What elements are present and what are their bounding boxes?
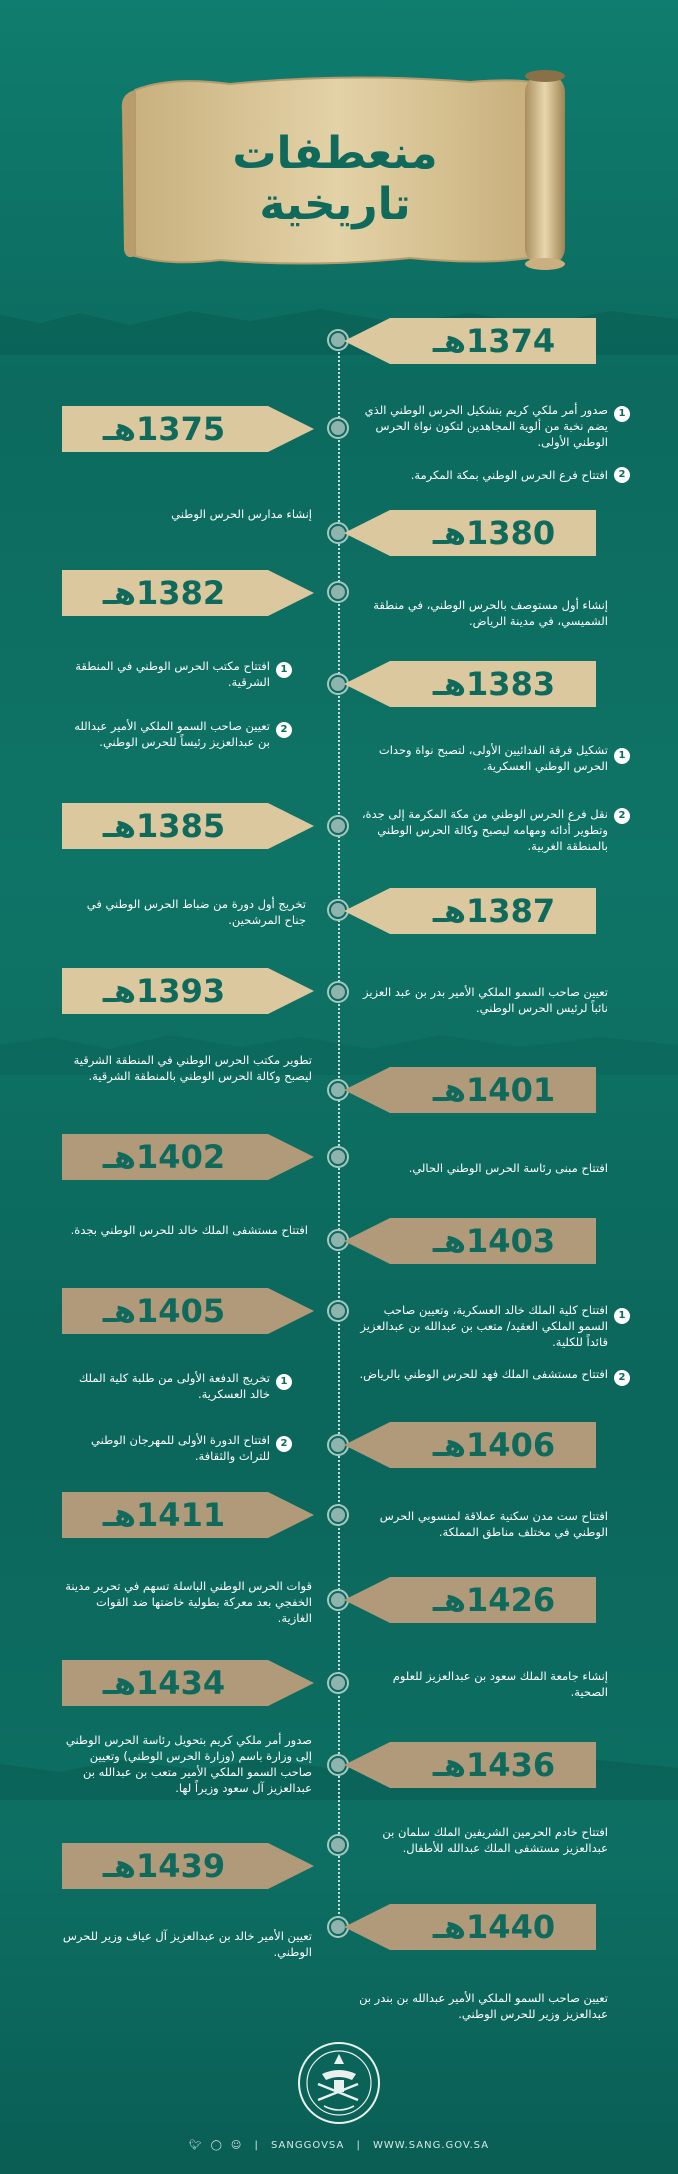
year-banner (344, 1067, 596, 1113)
event-text: افتتاح مستشفى الملك خالد للحرس الوطني بجدة. (70, 1223, 308, 1237)
event-text: افتتاح كلية الملك خالد العسكرية، وتعيين صاحب السمو الملكي العقيد/ متعب بن عبدالله بن عبدالعزيز قائداً للكلية. (360, 1303, 608, 1349)
event-text: تشكيل فرقة الفدائيين الأولى، لتصبح نواة وحدات الحرس الوطني العسكرية. (378, 743, 608, 773)
website-link[interactable]: WWW.SANG.GOV.SA (373, 2140, 490, 2151)
year-label: 1382هـ (102, 574, 226, 612)
year-banner (62, 1134, 314, 1180)
event-text: تعيين الأمير خالد بن عبدالعزيز آل عياف وزير للحرس الوطني. (62, 1929, 312, 1959)
social-handle: SANGGOVSA (271, 2140, 345, 2151)
event-number-badge: 1 (276, 1374, 292, 1390)
year-banner (62, 1492, 314, 1538)
year-label: 1401هـ (432, 1071, 556, 1109)
instagram-icon[interactable]: ◯ (210, 2140, 223, 2151)
year-banner (62, 570, 314, 616)
year-banner (62, 968, 314, 1014)
event-text: افتتاح مستشفى الملك فهد للحرس الوطني بالرياض. (359, 1367, 608, 1381)
year-banner (62, 1660, 314, 1706)
footer: 🐦︎ ◯ ☺ | SANGGOVSA | WWW.SANG.GOV.SA (188, 2140, 490, 2151)
year-label: 1385هـ (102, 807, 226, 845)
event-number-badge: 2 (276, 1436, 292, 1452)
year-banner (344, 1577, 596, 1623)
event-text: إنشاء أول مستوصف بالحرس الوطني، في منطقة الشميسي، في مدينة الرياض. (373, 598, 608, 628)
event-text: تعيين صاحب السمو الملكي الأمير عبدالله بن بندر بن عبدالعزيز وزير للحرس الوطني. (359, 1991, 608, 2021)
timeline-dot (329, 983, 347, 1001)
year-banner (344, 1904, 596, 1950)
year-banner (344, 510, 596, 556)
timeline-dot (329, 1148, 347, 1166)
event-text: قوات الحرس الوطني الباسلة تسهم في تحرير مدينة الخفجي بعد معركة بطولية خاضتها ضد القوات الغازية. (65, 1579, 312, 1625)
event-text: افتتاح ست مدن سكنية عملاقة لمنسوبي الحرس الوطني في مختلف مناطق المملكة. (379, 1509, 608, 1539)
year-banner (344, 1422, 596, 1468)
national-guard-emblem (296, 2040, 382, 2126)
year-label: 1393هـ (102, 972, 226, 1010)
event-text: افتتاح الدورة الأولى للمهرجان الوطني للتراث والثقافة. (91, 1433, 270, 1463)
year-label: 1405هـ (102, 1292, 226, 1330)
timeline-dot (329, 583, 347, 601)
year-label: 1375هـ (102, 410, 226, 448)
timeline-dot (329, 419, 347, 437)
year-label: 1383هـ (432, 665, 556, 703)
year-banner (344, 661, 596, 707)
year-label: 1374هـ (432, 322, 556, 360)
year-banner (62, 803, 314, 849)
year-banner (344, 318, 596, 364)
event-text: تطوير مكتب الحرس الوطني في المنطقة الشرقية ليصبح وكالة الحرس الوطني بالمنطقة الشرقية. (73, 1053, 312, 1083)
year-banner (344, 888, 596, 934)
event-number-badge: 1 (614, 1308, 630, 1324)
event-number-badge: 1 (276, 662, 292, 678)
year-banner (344, 1218, 596, 1264)
event-text: افتتاح فرع الحرس الوطني بمكة المكرمة. (410, 468, 608, 482)
event-text: نقل فرع الحرس الوطني من مكة المكرمة إلى جدة، وتطوير أدائه ومهامه ليصبح وكالة الحرس الوطني بالمنطقة الغربية. (361, 807, 608, 853)
year-label: 1436هـ (432, 1746, 556, 1784)
year-banner (344, 1742, 596, 1788)
event-text: تعيين صاحب السمو الملكي الأمير عبدالله بن عبدالعزيز رئيساً للحرس الوطني. (74, 719, 270, 749)
event-text: افتتاح مبنى رئاسة الحرس الوطني الحالي. (408, 1161, 608, 1175)
event-number-badge: 1 (614, 748, 630, 764)
page-title: منعطفات تاريخية (232, 128, 438, 230)
timeline-dot (329, 1506, 347, 1524)
year-label: 1434هـ (102, 1664, 226, 1702)
timeline-dot (329, 1302, 347, 1320)
event-text: تخريج أول دورة من ضباط الحرس الوطني في جناح المرشحين. (86, 897, 306, 927)
year-label: 1440هـ (432, 1908, 556, 1946)
year-label: 1402هـ (102, 1138, 226, 1176)
year-banner (62, 1843, 314, 1889)
event-text: افتتاح خادم الحرمين الشريفين الملك سلمان بن عبدالعزيز مستشفى الملك عبدالله للأطفال. (382, 1825, 608, 1855)
event-number-badge: 1 (614, 406, 630, 422)
event-number-badge: 2 (614, 808, 630, 824)
year-label: 1439هـ (102, 1847, 226, 1885)
event-text: إنشاء مدارس الحرس الوطني (171, 507, 312, 521)
year-label: 1411هـ (102, 1496, 226, 1534)
event-text: صدور أمر ملكي كريم بتحويل رئاسة الحرس الوطني إلى وزارة باسم (وزارة الحرس الوطني) وتعيين صاحب السمو الملكي الأمير متعب بن عبدالله بن عبدالعزيز آل سعود وزيراً لها. (65, 1733, 312, 1795)
snapchat-icon[interactable]: ☺ (230, 2140, 243, 2151)
event-text: تعيين صاحب السمو الملكي الأمير بدر بن عبد العزيز نائباً لرئيس الحرس الوطني. (363, 985, 608, 1015)
year-label: 1426هـ (432, 1581, 556, 1619)
timeline-dot (329, 1674, 347, 1692)
twitter-icon[interactable]: 🐦︎ (188, 2140, 203, 2151)
year-banner (62, 406, 314, 452)
year-label: 1406هـ (432, 1426, 556, 1464)
event-text: تخريج الدفعة الأولى من طلبة كلية الملك خالد العسكرية. (78, 1371, 270, 1401)
event-text: افتتاح مكتب الحرس الوطني في المنطقة الشرقية. (75, 659, 270, 689)
year-label: 1387هـ (432, 892, 556, 930)
event-number-badge: 2 (614, 1370, 630, 1386)
timeline-dot (329, 1836, 347, 1854)
event-text: إنشاء جامعة الملك سعود بن عبدالعزيز للعلوم الصحية. (392, 1669, 608, 1699)
event-number-badge: 2 (614, 467, 630, 483)
year-label: 1380هـ (432, 514, 556, 552)
event-number-badge: 2 (276, 722, 292, 738)
year-banner (62, 1288, 314, 1334)
timeline-dot (329, 817, 347, 835)
event-text: صدور أمر ملكي كريم بتشكيل الحرس الوطني الذي يضم نخبة من ألوية المجاهدين لتكون نواة الحرس الوطني الأولى. (364, 403, 608, 449)
year-label: 1403هـ (432, 1222, 556, 1260)
